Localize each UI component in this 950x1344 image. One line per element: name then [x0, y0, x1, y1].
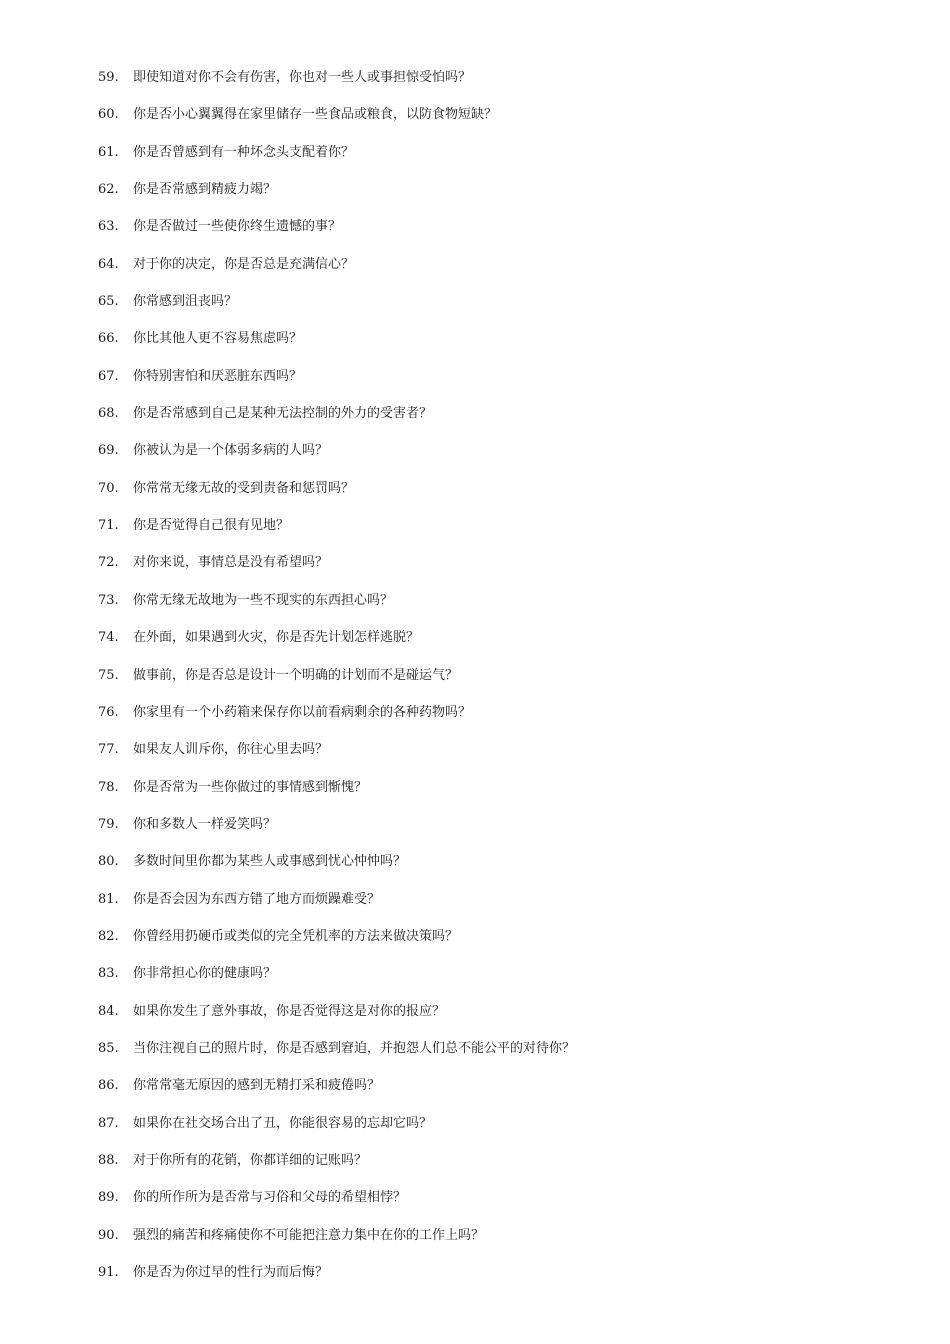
question-number: 85.	[98, 1040, 119, 1056]
question-text: 你是否做过一些使你终生遗憾的事？	[133, 219, 342, 235]
question-item	[98, 852, 575, 889]
question-item	[98, 292, 575, 329]
question-item	[98, 591, 575, 628]
question-number: 60.	[98, 107, 119, 123]
question-item	[98, 367, 575, 404]
question-number: 83.	[98, 966, 119, 982]
question-text: 如果你在社交场合出了丑，你能很容易的忘却它吗？	[133, 1115, 433, 1131]
question-number: 81.	[98, 891, 119, 907]
question-number: 72.	[98, 555, 119, 571]
question-text: 你是否常感到自己是某种无法控制的外力的受害者？	[133, 406, 433, 422]
question-item	[98, 1226, 575, 1263]
question-item	[98, 105, 575, 142]
question-item	[98, 479, 575, 516]
question-text: 你的所作所为是否常与习俗和父母的希望相悖？	[133, 1190, 407, 1206]
question-text: 你常无缘无故地为一些不现实的东西担心吗？	[133, 592, 394, 608]
question-number: 84.	[98, 1003, 119, 1019]
question-number: 82.	[98, 928, 119, 944]
question-number: 77.	[98, 742, 119, 758]
question-item	[98, 666, 575, 703]
question-item	[98, 890, 575, 927]
question-item	[98, 180, 575, 217]
question-text: 多数时间里你都为某些人或事感到忧心忡忡吗？	[133, 854, 407, 870]
question-item	[98, 927, 575, 964]
question-number: 90.	[98, 1227, 119, 1243]
question-item	[98, 217, 575, 254]
question-text: 即使知道对你不会有伤害，你也对一些人或事担惊受怕吗？	[133, 70, 472, 85]
question-number: 67.	[98, 368, 119, 384]
question-text: 如果你发生了意外事故，你是否觉得这是对你的报应？	[133, 1003, 446, 1019]
question-text: 你是否常为一些你做过的事情感到惭愧？	[133, 779, 368, 795]
question-item	[98, 815, 575, 852]
question-text: 你非常担心你的健康吗？	[133, 966, 277, 982]
question-item	[98, 143, 575, 180]
question-item	[98, 1188, 575, 1225]
question-item	[98, 255, 575, 292]
question-text: 你是否觉得自己很有见地？	[133, 518, 290, 534]
question-item	[98, 1002, 575, 1039]
question-text: 如果友人训斥你，你往心里去吗？	[133, 742, 329, 758]
question-item	[98, 1151, 575, 1188]
question-text: 做事前，你是否总是设计一个明确的计划而不是碰运气？	[133, 667, 459, 683]
question-list	[98, 68, 575, 1300]
question-text: 你比其他人更不容易焦虑吗？	[133, 331, 303, 347]
question-text: 你是否常感到精疲力竭？	[133, 182, 277, 198]
question-number: 71.	[98, 518, 119, 534]
question-item	[98, 1114, 575, 1151]
question-item	[98, 553, 575, 590]
question-text: 你常常毫无原因的感到无精打采和疲倦吗？	[133, 1078, 381, 1094]
question-text: 你家里有一个小药箱来保存你以前看病剩余的各种药物吗？	[133, 704, 472, 720]
question-number: 87.	[98, 1115, 119, 1131]
question-number: 76.	[98, 704, 119, 720]
question-number: 79.	[98, 816, 119, 832]
question-number: 74.	[98, 630, 119, 646]
question-item	[98, 964, 575, 1001]
question-item	[98, 703, 575, 740]
question-item	[98, 1039, 575, 1076]
question-item	[98, 516, 575, 553]
question-number: 75.	[98, 667, 119, 683]
question-text: 对你来说，事情总是没有希望吗？	[133, 555, 329, 571]
question-text: 在外面，如果遇到火灾，你是否先计划怎样逃脱？	[133, 630, 420, 646]
question-number: 80.	[98, 854, 119, 870]
question-item	[98, 628, 575, 665]
question-item	[98, 740, 575, 777]
question-text: 你和多数人一样爱笑吗？	[133, 816, 277, 832]
question-number: 73.	[98, 592, 119, 608]
question-text: 强烈的痛苦和疼痛使你不可能把注意力集中在你的工作上吗？	[133, 1227, 485, 1243]
question-number: 86.	[98, 1078, 119, 1094]
question-text: 你是否会因为东西方错了地方而烦躁难受？	[133, 891, 381, 907]
question-number: 68.	[98, 406, 119, 422]
question-number: 70.	[98, 480, 119, 496]
question-number: 91.	[98, 1265, 119, 1280]
question-number: 69.	[98, 443, 119, 459]
question-item	[98, 441, 575, 478]
question-text: 你曾经用扔硬币或类似的完全凭机率的方法来做决策吗？	[133, 928, 459, 944]
question-item	[98, 1263, 575, 1300]
question-item	[98, 404, 575, 441]
question-text: 对于你所有的花销，你都详细的记账吗？	[133, 1152, 368, 1168]
question-number: 88.	[98, 1152, 119, 1168]
question-item	[98, 329, 575, 366]
question-text: 你特别害怕和厌恶脏东西吗？	[133, 368, 303, 384]
question-text: 你常感到沮丧吗？	[133, 294, 238, 310]
question-item	[98, 1076, 575, 1113]
question-item	[98, 68, 575, 105]
question-text: 当你注视自己的照片时，你是否感到窘迫，并抱怨人们总不能公平的对待你？	[133, 1040, 576, 1056]
question-item	[98, 778, 575, 815]
question-number: 61.	[98, 144, 119, 160]
question-number: 62.	[98, 182, 119, 198]
question-text: 你是否曾感到有一种坏念头支配着你？	[133, 144, 355, 160]
question-number: 64.	[98, 256, 119, 272]
question-number: 66.	[98, 331, 119, 347]
question-number: 59.	[98, 70, 119, 85]
question-number: 78.	[98, 779, 119, 795]
question-text: 你常常无缘无故的受到责备和惩罚吗？	[133, 480, 355, 496]
question-text: 你是否小心翼翼得在家里储存一些食品或粮食，以防食物短缺？	[133, 107, 498, 123]
question-text: 你被认为是一个体弱多病的人吗？	[133, 443, 329, 459]
question-number: 89.	[98, 1190, 119, 1206]
question-number: 63.	[98, 219, 119, 235]
question-text: 对于你的决定，你是否总是充满信心？	[133, 256, 355, 272]
question-text: 你是否为你过早的性行为而后悔？	[133, 1265, 329, 1280]
question-number: 65.	[98, 294, 119, 310]
